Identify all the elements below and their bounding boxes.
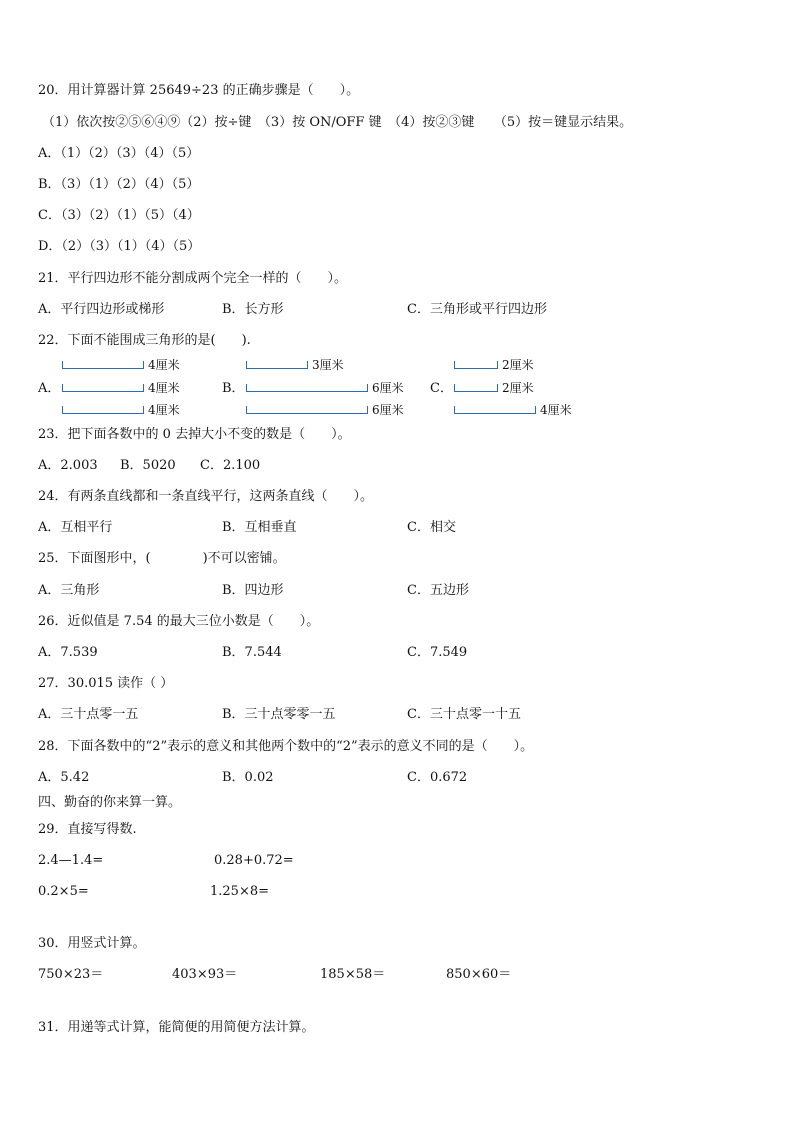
q27-option-b: B．三十点零零一五 bbox=[222, 707, 336, 722]
q26-option-c: C．7.549 bbox=[407, 645, 468, 660]
section-4-heading: 四、勤奋的你来算一算。 bbox=[38, 795, 182, 810]
q22-c-segment-1-label: 2厘米 bbox=[502, 358, 534, 372]
q26-option-a: A．7.539 bbox=[38, 645, 98, 660]
q22-stem: 22．下面不能围成三角形的是( ). bbox=[38, 333, 251, 348]
q30-item-2: 403×93＝ bbox=[172, 967, 238, 982]
q22-c-segment-3 bbox=[454, 406, 536, 414]
q22-c-segment-1 bbox=[454, 361, 498, 369]
q25-option-c: C．五边形 bbox=[407, 583, 469, 598]
q27-option-a: A．三十点零一五 bbox=[38, 707, 139, 722]
q21-option-b: B．长方形 bbox=[222, 302, 284, 317]
q20-option-d: D．（2）（3）（1）（4）（5） bbox=[38, 239, 201, 254]
q23-option-a: A．2.003 bbox=[38, 458, 98, 473]
q28-option-b: B．0.02 bbox=[222, 770, 274, 785]
q28-option-a: A．5.42 bbox=[38, 770, 90, 785]
q31-stem: 31．用递等式计算，能简便的用简便方法计算。 bbox=[38, 1020, 315, 1035]
q24-stem: 24．有两条直线都和一条直线平行，这两条直线（ ）。 bbox=[38, 489, 374, 504]
q30-stem: 30．用竖式计算。 bbox=[38, 936, 146, 951]
q26-stem: 26．近似值是 7.54 的最大三位小数是（ ）。 bbox=[38, 614, 320, 629]
q29-item-2: 0.28+0.72= bbox=[214, 853, 294, 868]
q22-a-segment-2-label: 4厘米 bbox=[148, 381, 180, 395]
q20-stem: 20．用计算器计算 25649÷23 的正确步骤是（ ）。 bbox=[38, 83, 360, 98]
q27-stem: 27．30.015 读作（ ） bbox=[38, 676, 174, 691]
q25-stem: 25．下面图形中，( )不可以密铺。 bbox=[38, 551, 286, 566]
q28-stem: 28．下面各数中的“2”表示的意义和其他两个数中的“2”表示的意义不同的是（ ）。 bbox=[38, 739, 534, 754]
q22-b-segment-1 bbox=[246, 361, 308, 369]
q22-label-a: A． bbox=[38, 381, 61, 396]
q24-option-c: C．相交 bbox=[407, 520, 456, 535]
q23-stem: 23．把下面各数中的 0 去掉大小不变的数是（ ）。 bbox=[38, 427, 351, 442]
q21-option-c: C．三角形或平行四边形 bbox=[407, 302, 547, 317]
q20-steps: （1）依次按②⑤⑥④⑨（2）按÷键 （3）按 ON/OFF 键 （4）按②③键 （5）按＝键显示结果。 bbox=[42, 115, 633, 130]
q22-b-segment-2-label: 6厘米 bbox=[372, 381, 404, 395]
q22-label-b: B． bbox=[222, 381, 245, 396]
q22-label-c: C． bbox=[430, 381, 453, 396]
q24-option-b: B．互相垂直 bbox=[222, 520, 297, 535]
q30-item-3: 185×58＝ bbox=[320, 967, 386, 982]
q22-b-segment-3 bbox=[246, 406, 368, 414]
q20-option-c: C．（3）（2）（1）（5）（4） bbox=[38, 208, 200, 223]
q22-a-segment-3-label: 4厘米 bbox=[148, 403, 180, 417]
q29-item-3: 0.2×5= bbox=[38, 884, 89, 899]
q29-item-1: 2.4—1.4= bbox=[38, 853, 104, 868]
q21-option-a: A．平行四边形或梯形 bbox=[38, 302, 165, 317]
q21-stem: 21．平行四边形不能分割成两个完全一样的（ ）。 bbox=[38, 271, 348, 286]
q25-option-b: B．四边形 bbox=[222, 583, 284, 598]
q23-option-c: C．2.100 bbox=[200, 458, 261, 473]
q22-a-segment-1-label: 4厘米 bbox=[148, 358, 180, 372]
q22-c-segment-2-label: 2厘米 bbox=[502, 381, 534, 395]
q30-item-1: 750×23＝ bbox=[38, 967, 104, 982]
q29-stem: 29．直接写得数. bbox=[38, 822, 137, 837]
q29-item-4: 1.25×8= bbox=[210, 884, 270, 899]
q22-b-segment-1-label: 3厘米 bbox=[312, 358, 344, 372]
q23-option-b: B．5020 bbox=[120, 458, 176, 473]
q20-option-a: A．（1）（2）（3）（4）（5） bbox=[38, 146, 200, 161]
q22-a-segment-1 bbox=[62, 361, 144, 369]
q24-option-a: A．互相平行 bbox=[38, 520, 113, 535]
q25-option-a: A．三角形 bbox=[38, 583, 100, 598]
q20-option-b: B．（3）（1）（2）（4）（5） bbox=[38, 177, 200, 192]
q22-c-segment-2 bbox=[454, 384, 498, 392]
q22-b-segment-2 bbox=[246, 384, 368, 392]
q26-option-b: B．7.544 bbox=[222, 645, 282, 660]
q22-b-segment-3-label: 6厘米 bbox=[372, 403, 404, 417]
q22-a-segment-3 bbox=[62, 406, 144, 414]
q28-option-c: C．0.672 bbox=[407, 770, 468, 785]
q22-c-segment-3-label: 4厘米 bbox=[540, 403, 572, 417]
q30-item-4: 850×60＝ bbox=[446, 967, 512, 982]
q22-a-segment-2 bbox=[62, 384, 144, 392]
q27-option-c: C．三十点零一十五 bbox=[407, 707, 521, 722]
